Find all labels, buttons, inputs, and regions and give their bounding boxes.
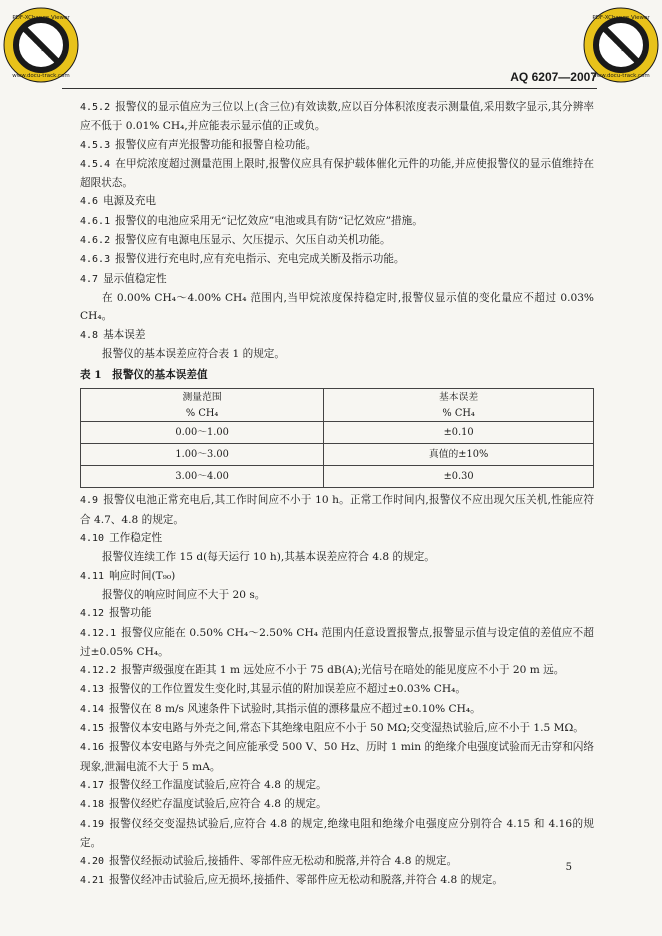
clause-paragraph [80, 738, 594, 776]
badge-top-text: PDF-XChange Viewer [12, 15, 70, 21]
clause-paragraph [80, 719, 594, 738]
clause-text: 工作稳定性 [109, 532, 163, 545]
table-row [81, 422, 594, 444]
clause-paragraph [80, 270, 594, 289]
table-caption: 表 1 报警仪的基本误差值 [80, 369, 208, 382]
standard-code: AQ 6207—2007 [510, 70, 597, 84]
badge-middle-text: Click to buy NOW! [21, 28, 58, 65]
pdf-xchange-buy-now-badge-left[interactable] [2, 6, 80, 84]
clause-paragraph [80, 289, 594, 326]
clause-text: 报警仪的显示值应为三位以上(含三位)有效读数,应以百分体积浓度表示测量值,采用数字显示,其分辨率应不低于 0.01% CH₄,并应能表示显示值的正或负。 [80, 101, 594, 133]
clause-number: 4.5.3 [80, 139, 111, 151]
clause-text: 报警仪的工作位置发生变化时,其显示值的附加误差应不超过±0.03% CH₄。 [109, 683, 466, 696]
clause-text: 响应时间(T₉₀) [109, 569, 176, 582]
clause-paragraph [80, 700, 594, 719]
clause-number: 4.10 [80, 533, 105, 545]
clause-text: 显示值稳定性 [103, 272, 167, 285]
table-subheader-range-unit: % CH₄ [81, 405, 324, 422]
clause-paragraph [80, 326, 594, 345]
clause-number: 4.12 [80, 608, 105, 620]
table-cell-range: 1.00～3.00 [81, 444, 324, 466]
table-row [81, 466, 594, 488]
clause-text: 报警声级强度在距其 1 m 远处应不小于 75 dB(A);光信号在暗处的能见度应不小于 20 m 远。 [121, 664, 565, 677]
clause-number: 4.21 [80, 875, 105, 887]
clause-paragraph [80, 871, 594, 890]
clause-number: 4.5.4 [80, 158, 111, 170]
clause-number: 4.18 [80, 799, 105, 811]
table-cell-range: 0.00～1.00 [81, 422, 324, 444]
clause-text: 报警仪应有电源电压显示、欠压提示、欠压自动关机功能。 [115, 234, 391, 247]
clause-text: 报警仪经冲击试验后,应无损坏,接插件、零部件应无松动和脱落,并符合 4.8 的规定。 [109, 874, 503, 887]
table-cell-error: ±0.10 [324, 422, 594, 444]
clause-text: 报警仪的电池应采用无“记忆效应”电池或具有防“记忆效应”措施。 [115, 214, 423, 227]
badge-middle-text: Click to buy NOW! [601, 28, 638, 65]
clause-text: 报警仪本安电路与外壳之间应能承受 500 V、50 Hz、历时 1 min 的绝缘介电强度试验而无击穿和闪络现象,泄漏电流不大于 5 mA。 [80, 741, 594, 773]
clause-text: 报警仪的基本误差应符合表 1 的规定。 [102, 347, 285, 360]
clause-text: 报警仪连续工作 15 d(每天运行 10 h),其基本误差应符合 4.8 的规定。 [102, 551, 435, 564]
document-body [80, 98, 594, 891]
header-divider [62, 88, 597, 89]
clause-text: 报警仪应有声光报警功能和报警自检功能。 [115, 138, 317, 151]
clause-number: 4.13 [80, 684, 105, 696]
clause-number: 4.12.2 [80, 665, 117, 677]
badge-bottom-text: www.docu-track.com [12, 73, 70, 79]
clause-number: 4.6.1 [80, 215, 111, 227]
badge-top-text: PDF-XChange Viewer [592, 15, 650, 21]
table-cell-error: 真值的±10% [324, 444, 594, 466]
clause-number: 4.5.2 [80, 102, 111, 113]
clause-paragraph [80, 155, 594, 193]
clause-number: 4.11 [80, 570, 105, 582]
clause-text: 报警仪经贮存温度试验后,应符合 4.8 的规定。 [109, 798, 327, 811]
clause-paragraph [80, 529, 594, 548]
clause-paragraph [80, 852, 594, 871]
table-header-range: 测量范围 [81, 389, 324, 406]
clause-number: 4.19 [80, 818, 105, 830]
clause-number: 4.7 [80, 273, 99, 285]
clause-number: 4.12.1 [80, 627, 117, 639]
sections-after-table [80, 491, 594, 890]
clause-text: 报警功能 [109, 607, 152, 620]
clause-number: 4.6.3 [80, 254, 111, 266]
table-cell-error: ±0.30 [324, 466, 594, 488]
clause-text: 报警仪应能在 0.50% CH₄～2.50% CH₄ 范围内任意设置报警点,报警显示值与设定值的差值应不超过±0.05% CH₄。 [80, 626, 594, 658]
clause-number: 4.9 [80, 495, 99, 507]
clause-paragraph [80, 624, 594, 662]
clause-text: 电源及充电 [103, 195, 157, 208]
clause-text: 基本误差 [103, 328, 146, 341]
clause-paragraph [80, 548, 594, 566]
clause-number: 4.8 [80, 329, 99, 341]
badge-bottom-text: www.docu-track.com [592, 73, 650, 79]
clause-paragraph [80, 98, 594, 136]
sections-before-table [80, 98, 594, 363]
clause-text: 报警仪经振动试验后,接插件、零部件应无松动和脱落,并符合 4.8 的规定。 [109, 855, 458, 868]
table-cell-range: 3.00～4.00 [81, 466, 324, 488]
clause-paragraph [80, 815, 594, 853]
clause-text: 报警仪本安电路与外壳之间,常态下其绝缘电阻应不小于 50 MΩ;交变湿热试验后,应不小于 1.5 MΩ。 [109, 722, 584, 735]
clause-number: 4.17 [80, 779, 105, 791]
clause-paragraph [80, 604, 594, 623]
clause-paragraph [80, 661, 594, 680]
table-header-error: 基本误差 [324, 389, 594, 406]
table-row [81, 444, 594, 466]
clause-paragraph [80, 192, 594, 211]
clause-text: 报警仪经交变湿热试验后,应符合 4.8 的规定,绝缘电阻和绝缘介电强度应分别符合 4.15 和 4.16的规定。 [80, 817, 594, 849]
clause-paragraph [80, 231, 594, 250]
clause-paragraph [80, 567, 594, 586]
clause-text: 在 0.00% CH₄～4.00% CH₄ 范围内,当甲烷浓度保持稳定时,报警仪显示值的变化量应不超过 0.03% CH₄。 [80, 291, 594, 323]
clause-text: 报警仪在 8 m/s 风速条件下试验时,其指示值的漂移量应不超过±0.10% CH₄。 [109, 702, 481, 715]
clause-paragraph [80, 680, 594, 699]
clause-number: 4.6 [80, 196, 99, 208]
clause-number: 4.16 [80, 742, 105, 754]
clause-text: 报警仪的响应时间应不大于 20 s。 [102, 588, 266, 601]
clause-text: 报警仪经工作温度试验后,应符合 4.8 的规定。 [109, 778, 327, 791]
clause-text: 报警仪电池正常充电后,其工作时间应不小于 10 h。正常工作时间内,报警仪不应出现欠压关机,性能应符合 4.7、4.8 的规定。 [80, 494, 594, 526]
clause-paragraph [80, 136, 594, 155]
clause-paragraph [80, 250, 594, 269]
clause-number: 4.20 [80, 856, 105, 868]
clause-number: 4.6.2 [80, 235, 111, 247]
clause-paragraph [80, 776, 594, 795]
clause-paragraph [80, 586, 594, 604]
clause-number: 4.15 [80, 723, 105, 735]
clause-paragraph [80, 212, 594, 231]
no-entry-badge-icon [2, 6, 80, 84]
clause-text: 在甲烷浓度超过测量范围上限时,报警仪应具有保护载体催化元件的功能,并应使报警仪的显示值维持在超限状态。 [80, 157, 594, 190]
clause-paragraph [80, 491, 594, 529]
clause-number: 4.14 [80, 703, 105, 715]
clause-text: 报警仪进行充电时,应有充电指示、充电完成关断及指示功能。 [115, 253, 405, 266]
clause-paragraph [80, 345, 594, 363]
clause-paragraph [80, 795, 594, 814]
table-subheader-error-unit: % CH₄ [324, 405, 594, 422]
page-number: 5 [565, 862, 572, 873]
basic-error-table [80, 388, 594, 488]
